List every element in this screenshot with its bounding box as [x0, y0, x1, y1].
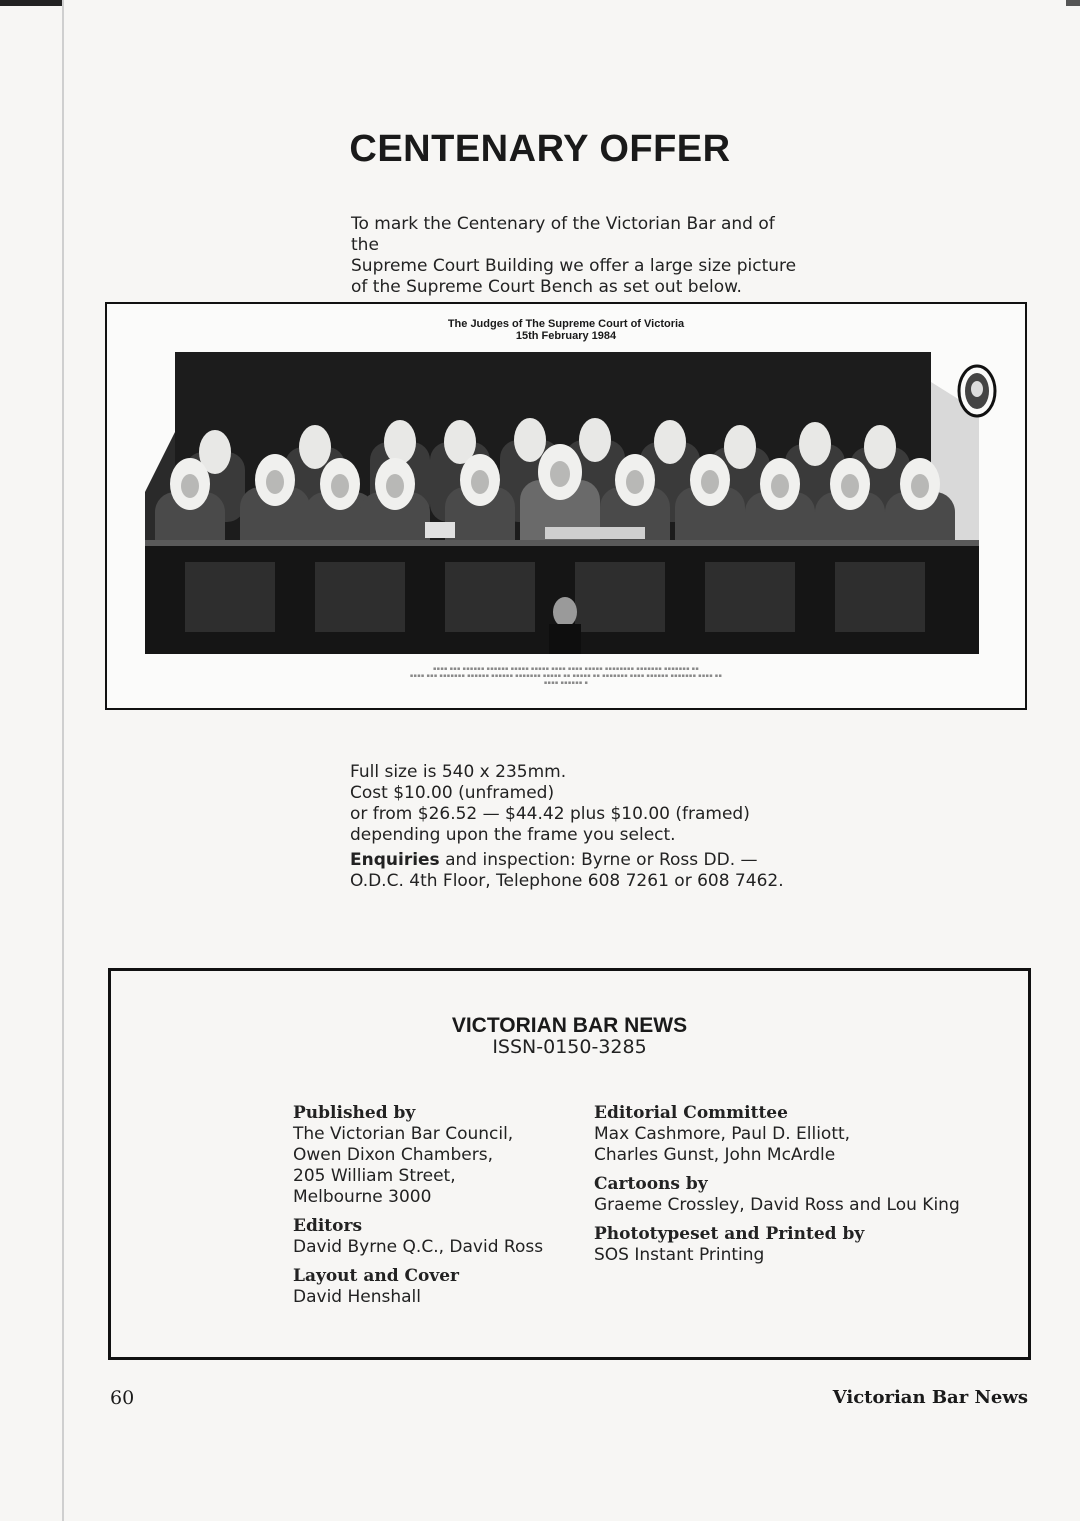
masthead-title: VICTORIAN BAR NEWS [451, 1014, 688, 1037]
running-footer-title: Victorian Bar News [832, 1387, 1028, 1408]
enquiries-text: and inspection: Byrne or Ross DD. — [439, 850, 758, 870]
intro-paragraph [351, 214, 801, 298]
credit-text: Graeme Crossley, David Ross and Lou King [594, 1195, 960, 1215]
intro-line: Supreme Court Building we offer a large size picture [351, 256, 797, 276]
photo-name-key: ▪▪▪▪ ▪▪▪ ▪▪▪▪▪▪ ▪▪▪▪▪▪ ▪▪▪▪▪ ▪▪▪▪▪ ▪▪▪▪ ▪▪▪▪ ▪▪▪▪▪ ▪▪▪▪▪▪▪▪ ▪▪▪▪▪▪▪ ▪▪▪▪▪▪▪ ▪▪ ▪▪▪▪ ▪▪▪ ▪▪▪▪▪▪▪ ▪▪▪▪▪▪ ▪▪▪▪▪▪ ▪▪▪▪▪▪▪ ▪▪▪▪▪ ▪▪ ▪▪▪▪▪ ▪▪ ▪▪▪▪▪▪▪ ▪▪▪▪ ▪▪▪▪▪▪ ▪▪▪▪▪▪▪ ▪▪▪▪ ▪▪ ▪▪▪▪ ▪▪▪▪▪▪ ▪ [409, 666, 723, 686]
credit-heading: Editorial Committee [594, 1103, 788, 1123]
judges-photo-panel [105, 302, 1027, 710]
intro-line: of the Supreme Court Bench as set out below. [351, 277, 742, 297]
masthead-box [108, 968, 1031, 1360]
crest-emblem [957, 364, 997, 418]
photo-caption [107, 318, 1025, 342]
scan-edge-top-right [1066, 0, 1080, 6]
intro-line: To mark the Centenary of the Victorian Bar and of the [351, 214, 775, 255]
offer-details [350, 762, 800, 892]
credit-text: Max Cashmore, Paul D. Elliott, Charles Gunst, John McArdle [594, 1124, 851, 1165]
page-number: 60 [110, 1387, 135, 1409]
contact-address: O.D.C. 4th Floor, Telephone 608 7261 or 608 7462. [350, 871, 784, 891]
credit-heading: Layout and Cover [293, 1266, 460, 1286]
enquiries-label: Enquiries [350, 850, 440, 870]
page-title: CENTENARY OFFER [349, 128, 731, 170]
photo-caption-title: The Judges of The Supreme Court of Victoria [447, 318, 685, 330]
enquiries-line [350, 850, 800, 871]
credit-text: The Victorian Bar Council, Owen Dixon Chambers, 205 William Street, Melbourne 3000 [293, 1124, 514, 1207]
frame-note-text: depending upon the frame you select. [350, 825, 676, 845]
masthead-left-column [293, 1103, 573, 1308]
credit-text: David Byrne Q.C., David Ross [293, 1237, 544, 1257]
credit-heading: Phototypeset and Printed by [594, 1224, 865, 1244]
size-text: Full size is 540 x 235mm. [350, 762, 567, 782]
credit-heading: Cartoons by [594, 1174, 708, 1194]
credit-heading: Published by [293, 1103, 416, 1123]
scan-edge-top-left [0, 0, 62, 6]
page-edge [62, 0, 64, 1521]
supreme-court-bench-photo [145, 352, 979, 654]
masthead-issn: ISSN-0150-3285 [492, 1036, 647, 1058]
credit-text: SOS Instant Printing [594, 1245, 765, 1265]
framed-price-text: or from $26.52 — $44.42 plus $10.00 (framed) [350, 804, 750, 824]
cost-text: Cost $10.00 (unframed) [350, 783, 555, 803]
credit-heading: Editors [293, 1216, 363, 1236]
photo-caption-date: 15th February 1984 [515, 330, 617, 342]
masthead-right-column [594, 1103, 1014, 1266]
credit-text: David Henshall [293, 1287, 421, 1307]
